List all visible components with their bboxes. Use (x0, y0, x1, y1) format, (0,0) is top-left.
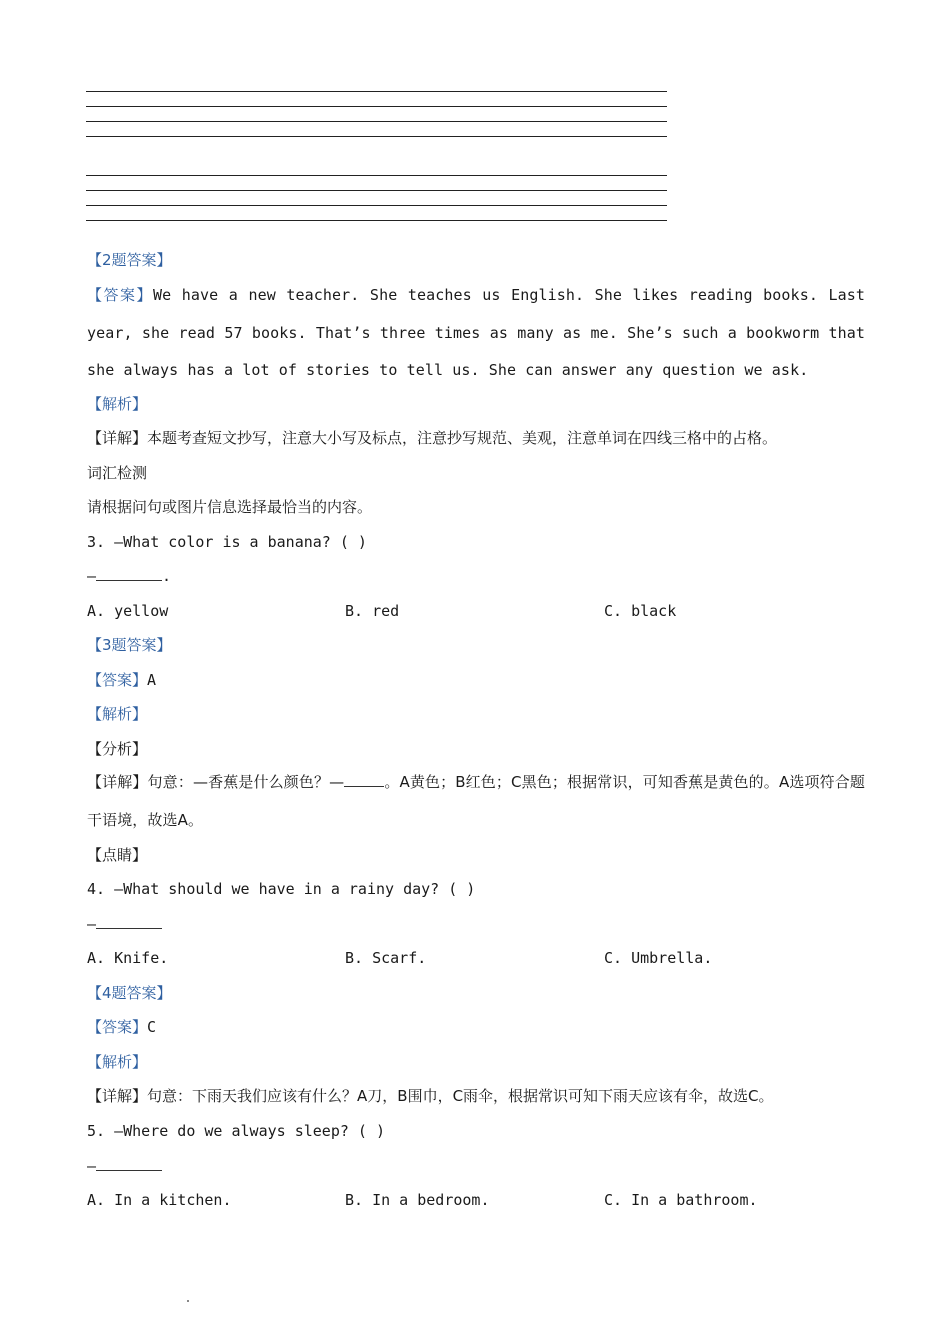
q4-detail-text: 句意：下雨天我们应该有什么？A刀，B围巾，C雨伞，根据常识可知下雨天应该有伞，故选C。 (147, 1087, 774, 1105)
q5-response-dash: — (87, 1157, 97, 1175)
q3-detail-paragraph (87, 764, 865, 839)
q3-detail-tag: 【详解】 (87, 773, 148, 791)
q3-answer-line (87, 670, 156, 690)
q4-option-b: B. Scarf. (345, 949, 427, 967)
writing-line (86, 136, 667, 137)
q2-detail-line (87, 428, 777, 448)
q5-option-b: B. In a bedroom. (345, 1191, 490, 1209)
q2-answer-text: We have a new teacher. She teaches us English. She likes reading books. Last year, she read 57 books. That’s three times as many as me. She’s such a bookworm that she always has a lot of stories to tell us. She can answer any question we ask. (87, 286, 865, 379)
q2-answer-header: 【2题答案】 (87, 251, 172, 269)
q5-option-c: C. In a bathroom. (604, 1191, 758, 1209)
page-speck (187, 1300, 189, 1302)
writing-line (86, 106, 667, 107)
q2-answer-tag: 【答案】 (87, 286, 153, 304)
q3-answer-blank (96, 566, 162, 581)
q4-option-c: C. Umbrella. (604, 949, 713, 967)
q3-analysis-tag: 【解析】 (87, 705, 148, 723)
q4-answer-tag: 【答案】 (87, 1018, 148, 1036)
q4-question: 4. —What should we have in a rainy day? ( ) (87, 880, 476, 898)
q5-answer-blank (96, 1156, 162, 1171)
q3-fenxi-tag: 【分析】 (87, 740, 148, 758)
section-instruction: 请根据问句或图片信息选择最恰当的内容。 (87, 498, 373, 516)
writing-line (86, 175, 667, 176)
q3-answer-value: A (147, 671, 157, 689)
q3-question: 3. —What color is a banana? ( ) (87, 533, 367, 551)
q4-response-dash: — (87, 915, 97, 933)
q3-response-line (87, 566, 171, 586)
q3-response-period: . (162, 567, 172, 585)
q2-detail-tag: 【详解】 (87, 429, 148, 447)
writing-line (86, 220, 667, 221)
writing-line (86, 190, 667, 191)
q4-option-a: A. Knife. (87, 949, 169, 967)
q4-answer-header: 【4题答案】 (87, 984, 172, 1002)
q3-answer-tag: 【答案】 (87, 671, 148, 689)
q4-analysis-tag: 【解析】 (87, 1053, 148, 1071)
q4-response-line (87, 914, 162, 934)
q4-answer-blank (96, 914, 162, 929)
q3-option-b: B. red (345, 602, 400, 620)
q2-answer-paragraph (87, 277, 865, 390)
q4-detail-tag: 【详解】 (87, 1087, 148, 1105)
q3-detail-after: 。A黄色；B红色；C黑色；根据常识，可知香蕉是黄色的。A选项符合题干语境，故选A。 (87, 773, 865, 829)
q5-option-a: A. In a kitchen. (87, 1191, 232, 1209)
q5-response-line (87, 1156, 162, 1176)
q3-option-c: C. black (604, 602, 677, 620)
writing-line (86, 121, 667, 122)
q5-question: 5. —Where do we always sleep? ( ) (87, 1122, 386, 1140)
q3-answer-header: 【3题答案】 (87, 636, 172, 654)
q2-detail-text: 本题考查短文抄写，注意大小写及标点，注意抄写规范、美观，注意单词在四线三格中的占格。 (147, 429, 778, 447)
q4-detail-line (87, 1086, 774, 1106)
q4-answer-line (87, 1017, 156, 1037)
q4-answer-value: C (147, 1018, 157, 1036)
writing-line (86, 91, 667, 92)
section-title: 词汇检测 (87, 464, 148, 482)
q3-detail-blank (344, 772, 384, 787)
writing-line (86, 205, 667, 206)
q3-option-a: A. yellow (87, 602, 169, 620)
q2-analysis-tag: 【解析】 (87, 395, 148, 413)
q3-response-dash: — (87, 567, 97, 585)
q3-detail-before: 句意：—香蕉是什么颜色？— (147, 773, 345, 791)
q3-dianjing-tag: 【点睛】 (87, 846, 148, 864)
